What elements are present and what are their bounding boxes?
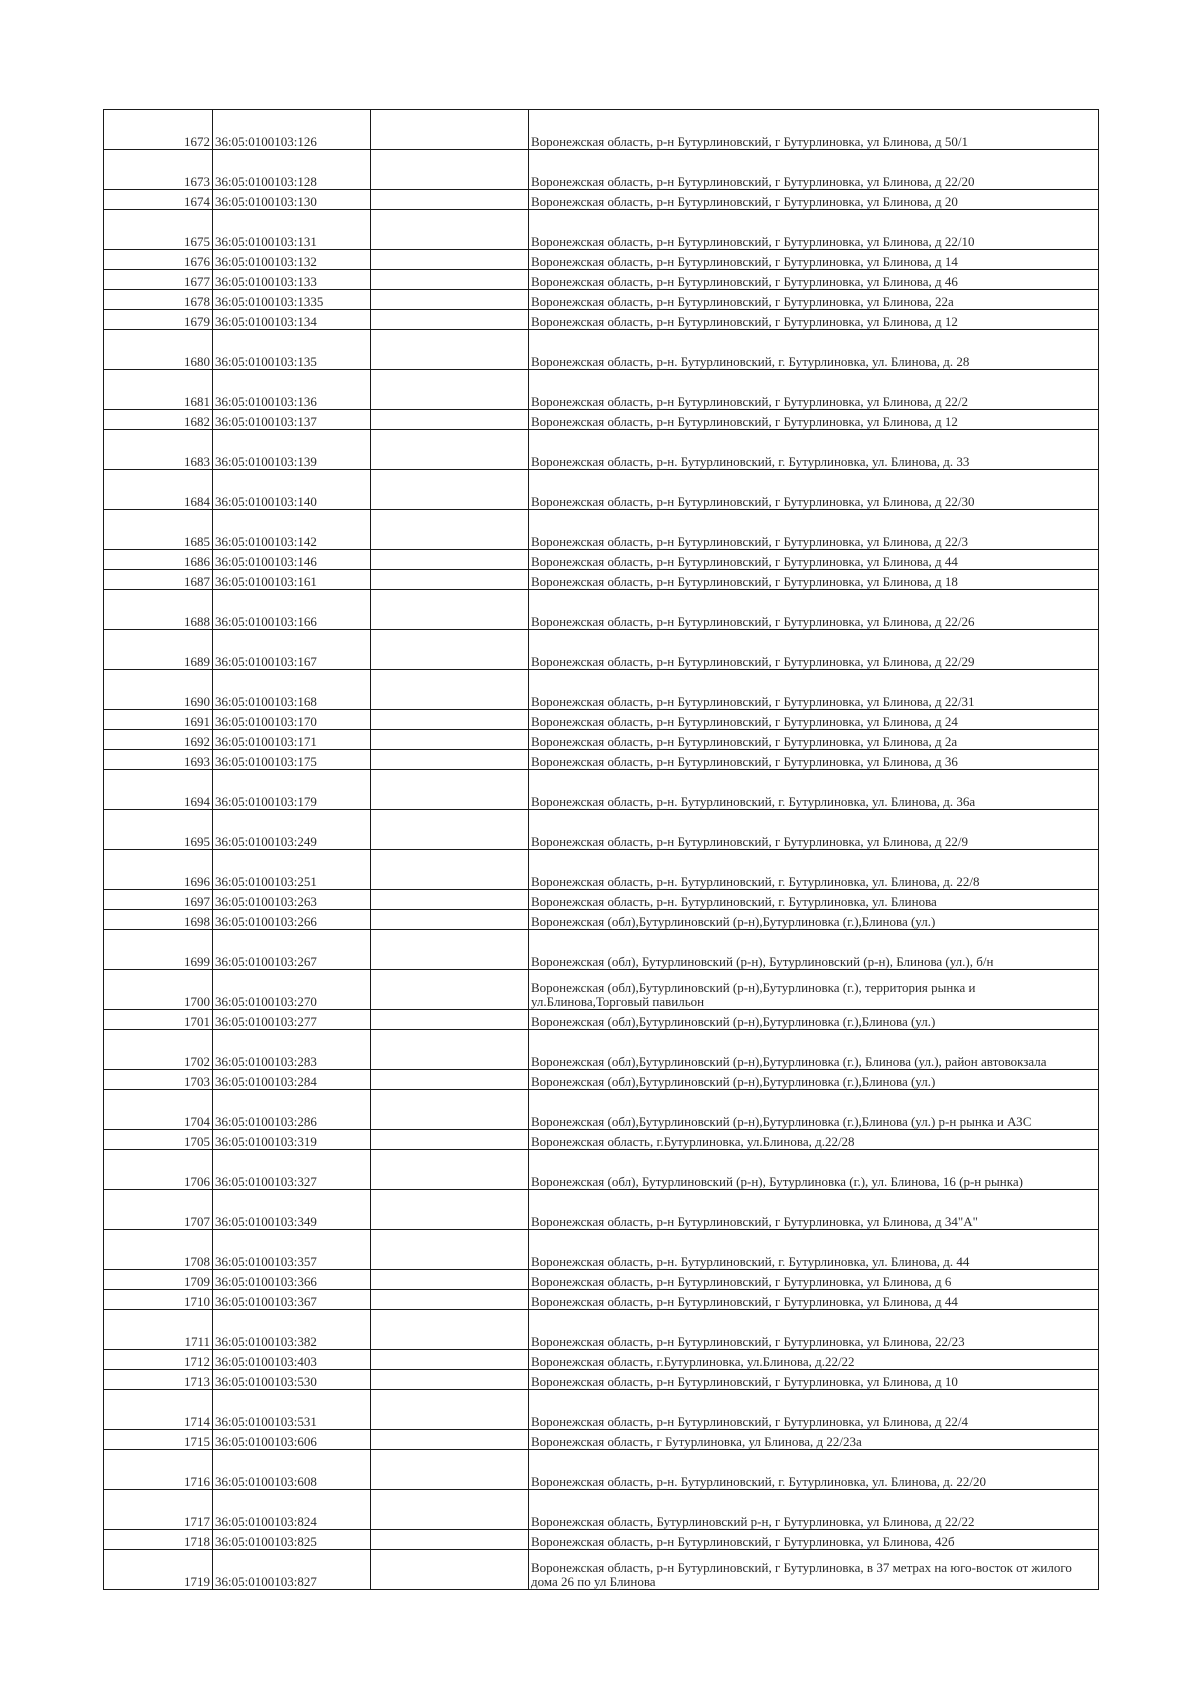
table-row: [104, 910, 1099, 930]
empty-cell: [371, 1150, 529, 1190]
address-cell: Воронежская область, р-н Бутурлиновский, г Бутурлиновка, ул Блинова, д 22/31: [529, 670, 1099, 710]
cadastral-number-cell: 36:05:0100103:175: [213, 750, 371, 770]
cadastral-number-cell: 36:05:0100103:142: [213, 510, 371, 550]
table-row: [104, 270, 1099, 290]
row-number-cell: 1693: [104, 750, 213, 770]
empty-cell: [371, 510, 529, 550]
empty-cell: [371, 370, 529, 410]
address-cell: Воронежская область, р-н. Бутурлиновский, г. Бутурлиновка, ул. Блинова, д. 44: [529, 1230, 1099, 1270]
row-number-cell: 1682: [104, 410, 213, 430]
table-row: [104, 410, 1099, 430]
row-number-cell: 1677: [104, 270, 213, 290]
address-cell: Воронежская область, р-н Бутурлиновский, г Бутурлиновка, ул Блинова, д 22/2: [529, 370, 1099, 410]
row-number-cell: 1676: [104, 250, 213, 270]
cadastral-number-cell: 36:05:0100103:134: [213, 310, 371, 330]
table-row: [104, 510, 1099, 550]
cadastral-number-cell: 36:05:0100103:137: [213, 410, 371, 430]
address-cell: Воронежская область, р-н. Бутурлиновский, г. Бутурлиновка, ул. Блинова: [529, 890, 1099, 910]
cadastral-number-cell: 36:05:0100103:824: [213, 1490, 371, 1530]
table-row: [104, 630, 1099, 670]
row-number-cell: 1675: [104, 210, 213, 250]
address-cell: Воронежская область, г.Бутурлиновка, ул.Блинова, д.22/22: [529, 1350, 1099, 1370]
row-number-cell: 1714: [104, 1390, 213, 1430]
table-row: [104, 1350, 1099, 1370]
empty-cell: [371, 410, 529, 430]
row-number-cell: 1673: [104, 150, 213, 190]
cadastral-number-cell: 36:05:0100103:367: [213, 1290, 371, 1310]
table-row: [104, 1290, 1099, 1310]
empty-cell: [371, 210, 529, 250]
table-row: [104, 590, 1099, 630]
row-number-cell: 1702: [104, 1030, 213, 1070]
table-row: [104, 1450, 1099, 1490]
cadastral-number-cell: 36:05:0100103:139: [213, 430, 371, 470]
empty-cell: [371, 1430, 529, 1450]
empty-cell: [371, 750, 529, 770]
cadastral-number-cell: 36:05:0100103:357: [213, 1230, 371, 1270]
row-number-cell: 1704: [104, 1090, 213, 1130]
cadastral-number-cell: 36:05:0100103:266: [213, 910, 371, 930]
row-number-cell: 1699: [104, 930, 213, 970]
table-row: [104, 190, 1099, 210]
cadastral-number-cell: 36:05:0100103:133: [213, 270, 371, 290]
empty-cell: [371, 310, 529, 330]
cadastral-number-cell: 36:05:0100103:531: [213, 1390, 371, 1430]
address-cell: Воронежская область, р-н Бутурлиновский, г Бутурлиновка, ул Блинова, д 50/1: [529, 110, 1099, 150]
table-row: [104, 470, 1099, 510]
cadastral-number-cell: 36:05:0100103:277: [213, 1010, 371, 1030]
address-cell: Воронежская область, р-н Бутурлиновский, г Бутурлиновка, ул Блинова, д 22/30: [529, 470, 1099, 510]
table-row: [104, 570, 1099, 590]
cadastral-number-cell: 36:05:0100103:128: [213, 150, 371, 190]
empty-cell: [371, 1070, 529, 1090]
cadastral-number-cell: 36:05:0100103:249: [213, 810, 371, 850]
cadastral-number-cell: 36:05:0100103:606: [213, 1430, 371, 1450]
empty-cell: [371, 850, 529, 890]
row-number-cell: 1718: [104, 1530, 213, 1550]
cadastral-number-cell: 36:05:0100103:366: [213, 1270, 371, 1290]
cadastral-number-cell: 36:05:0100103:135: [213, 330, 371, 370]
empty-cell: [371, 1190, 529, 1230]
table-row: [104, 750, 1099, 770]
cadastral-number-cell: 36:05:0100103:403: [213, 1350, 371, 1370]
table-row: [104, 970, 1099, 1010]
empty-cell: [371, 1450, 529, 1490]
empty-cell: [371, 1010, 529, 1030]
row-number-cell: 1690: [104, 670, 213, 710]
empty-cell: [371, 930, 529, 970]
address-cell: Воронежская область, р-н Бутурлиновский, г Бутурлиновка, ул Блинова, 22/23: [529, 1310, 1099, 1350]
address-cell: Воронежская область, р-н Бутурлиновский, г Бутурлиновка, ул Блинова, д 44: [529, 1290, 1099, 1310]
cadastral-number-cell: 36:05:0100103:130: [213, 190, 371, 210]
address-cell: Воронежская область, р-н Бутурлиновский, г Бутурлиновка, ул Блинова, 22а: [529, 290, 1099, 310]
empty-cell: [371, 1090, 529, 1130]
address-cell: Воронежская область, р-н Бутурлиновский, г Бутурлиновка, ул Блинова, д 22/4: [529, 1390, 1099, 1430]
table-row: [104, 1150, 1099, 1190]
cadastral-number-cell: 36:05:0100103:270: [213, 970, 371, 1010]
cadastral-number-cell: 36:05:0100103:827: [213, 1550, 371, 1590]
address-cell: Воронежская область, Бутурлиновский р-н, г Бутурлиновка, ул Блинова, д 22/22: [529, 1490, 1099, 1530]
cadastral-number-cell: 36:05:0100103:132: [213, 250, 371, 270]
table-row: [104, 1070, 1099, 1090]
address-cell: Воронежская область, р-н Бутурлиновский, г Бутурлиновка, ул Блинова, д 20: [529, 190, 1099, 210]
table-row: [104, 890, 1099, 910]
empty-cell: [371, 430, 529, 470]
cadastral-number-cell: 36:05:0100103:167: [213, 630, 371, 670]
address-cell: Воронежская (обл),Бутурлиновский (р-н),Бутурлиновка (г.),Блинова (ул.): [529, 1010, 1099, 1030]
empty-cell: [371, 810, 529, 850]
row-number-cell: 1687: [104, 570, 213, 590]
address-cell: Воронежская область, р-н Бутурлиновский, г Бутурлиновка, ул Блинова, д 10: [529, 1370, 1099, 1390]
empty-cell: [371, 550, 529, 570]
address-cell: Воронежская (обл), Бутурлиновский (р-н), Бутурлиновка (г.), ул. Блинова, 16 (р-н рынка): [529, 1150, 1099, 1190]
cadastral-number-cell: 36:05:0100103:136: [213, 370, 371, 410]
address-cell: Воронежская область, р-н Бутурлиновский, г Бутурлиновка, ул Блинова, д 22/10: [529, 210, 1099, 250]
address-cell: Воронежская область, р-н. Бутурлиновский, г. Бутурлиновка, ул. Блинова, д. 33: [529, 430, 1099, 470]
empty-cell: [371, 1030, 529, 1070]
row-number-cell: 1674: [104, 190, 213, 210]
row-number-cell: 1709: [104, 1270, 213, 1290]
empty-cell: [371, 1270, 529, 1290]
row-number-cell: 1715: [104, 1430, 213, 1450]
address-cell: Воронежская (обл),Бутурлиновский (р-н),Бутурлиновка (г.), Блинова (ул.), район автовокзала: [529, 1030, 1099, 1070]
address-cell: Воронежская область, р-н Бутурлиновский, г Бутурлиновка, ул Блинова, д 22/26: [529, 590, 1099, 630]
cadastral-number-cell: 36:05:0100103:286: [213, 1090, 371, 1130]
empty-cell: [371, 1310, 529, 1350]
empty-cell: [371, 1230, 529, 1270]
table-row: [104, 730, 1099, 750]
empty-cell: [371, 1370, 529, 1390]
address-cell: Воронежская область, р-н Бутурлиновский, г Бутурлиновка, ул Блинова, д 12: [529, 310, 1099, 330]
row-number-cell: 1686: [104, 550, 213, 570]
row-number-cell: 1684: [104, 470, 213, 510]
table-row: [104, 850, 1099, 890]
row-number-cell: 1672: [104, 110, 213, 150]
empty-cell: [371, 1550, 529, 1590]
address-cell: Воронежская (обл),Бутурлиновский (р-н),Бутурлиновка (г.), территория рынка и ул.Блинова,Торговый павильон: [529, 970, 1099, 1010]
empty-cell: [371, 710, 529, 730]
cadastral-number-cell: 36:05:0100103:284: [213, 1070, 371, 1090]
cadastral-number-cell: 36:05:0100103:251: [213, 850, 371, 890]
cadastral-table: [103, 109, 1099, 1590]
empty-cell: [371, 1390, 529, 1430]
row-number-cell: 1691: [104, 710, 213, 730]
address-cell: Воронежская область, р-н Бутурлиновский, г Бутурлиновка, ул Блинова, д 36: [529, 750, 1099, 770]
cadastral-number-cell: 36:05:0100103:319: [213, 1130, 371, 1150]
cadastral-number-cell: 36:05:0100103:131: [213, 210, 371, 250]
cadastral-number-cell: 36:05:0100103:140: [213, 470, 371, 510]
table-row: [104, 710, 1099, 730]
cadastral-number-cell: 36:05:0100103:267: [213, 930, 371, 970]
empty-cell: [371, 250, 529, 270]
cadastral-number-cell: 36:05:0100103:263: [213, 890, 371, 910]
table-row: [104, 770, 1099, 810]
address-cell: Воронежская область, р-н Бутурлиновский, г Бутурлиновка, ул Блинова, д 46: [529, 270, 1099, 290]
address-cell: Воронежская (обл),Бутурлиновский (р-н),Бутурлиновка (г.),Блинова (ул.): [529, 910, 1099, 930]
address-cell: Воронежская область, р-н Бутурлиновский, г Бутурлиновка, ул Блинова, д 22/9: [529, 810, 1099, 850]
table-row: [104, 670, 1099, 710]
cadastral-number-cell: 36:05:0100103:146: [213, 550, 371, 570]
address-cell: Воронежская область, р-н. Бутурлиновский, г. Бутурлиновка, ул. Блинова, д. 28: [529, 330, 1099, 370]
row-number-cell: 1688: [104, 590, 213, 630]
row-number-cell: 1719: [104, 1550, 213, 1590]
empty-cell: [371, 570, 529, 590]
table-row: [104, 810, 1099, 850]
row-number-cell: 1681: [104, 370, 213, 410]
empty-cell: [371, 770, 529, 810]
empty-cell: [371, 270, 529, 290]
address-cell: Воронежская область, р-н. Бутурлиновский, г. Бутурлиновка, ул. Блинова, д. 36а: [529, 770, 1099, 810]
row-number-cell: 1716: [104, 1450, 213, 1490]
empty-cell: [371, 150, 529, 190]
row-number-cell: 1706: [104, 1150, 213, 1190]
cadastral-number-cell: 36:05:0100103:170: [213, 710, 371, 730]
cadastral-number-cell: 36:05:0100103:126: [213, 110, 371, 150]
address-cell: Воронежская область, р-н Бутурлиновский, г Бутурлиновка, ул Блинова, д 22/29: [529, 630, 1099, 670]
table-row: [104, 1490, 1099, 1530]
table-row: [104, 250, 1099, 270]
row-number-cell: 1717: [104, 1490, 213, 1530]
row-number-cell: 1697: [104, 890, 213, 910]
row-number-cell: 1683: [104, 430, 213, 470]
cadastral-number-cell: 36:05:0100103:327: [213, 1150, 371, 1190]
address-cell: Воронежская (обл),Бутурлиновский (р-н),Бутурлиновка (г.),Блинова (ул.) р-н рынка и АЗС: [529, 1090, 1099, 1130]
address-cell: Воронежская область, р-н Бутурлиновский, г Бутурлиновка, ул Блинова, д 6: [529, 1270, 1099, 1290]
address-cell: Воронежская область, р-н Бутурлиновский, г Бутурлиновка, ул Блинова, д 44: [529, 550, 1099, 570]
address-cell: Воронежская область, р-н Бутурлиновский, г Бутурлиновка, ул Блинова, д 14: [529, 250, 1099, 270]
address-cell: Воронежская область, р-н Бутурлиновский, г Бутурлиновка, ул Блинова, д 34"А": [529, 1190, 1099, 1230]
empty-cell: [371, 910, 529, 930]
table-row: [104, 370, 1099, 410]
table-row: [104, 330, 1099, 370]
address-cell: Воронежская (обл),Бутурлиновский (р-н),Бутурлиновка (г.),Блинова (ул.): [529, 1070, 1099, 1090]
cadastral-number-cell: 36:05:0100103:166: [213, 590, 371, 630]
row-number-cell: 1679: [104, 310, 213, 330]
address-cell: Воронежская область, г.Бутурлиновка, ул.Блинова, д.22/28: [529, 1130, 1099, 1150]
row-number-cell: 1692: [104, 730, 213, 750]
empty-cell: [371, 290, 529, 310]
table-row: [104, 1270, 1099, 1290]
row-number-cell: 1700: [104, 970, 213, 1010]
address-cell: Воронежская область, р-н Бутурлиновский, г Бутурлиновка, ул Блинова, д 2а: [529, 730, 1099, 750]
cadastral-number-cell: 36:05:0100103:382: [213, 1310, 371, 1350]
row-number-cell: 1694: [104, 770, 213, 810]
table-row: [104, 1130, 1099, 1150]
cadastral-number-cell: 36:05:0100103:608: [213, 1450, 371, 1490]
empty-cell: [371, 1530, 529, 1550]
table-row: [104, 290, 1099, 310]
row-number-cell: 1703: [104, 1070, 213, 1090]
address-cell: Воронежская область, р-н Бутурлиновский, г Бутурлиновка, ул Блинова, д 18: [529, 570, 1099, 590]
empty-cell: [371, 630, 529, 670]
row-number-cell: 1708: [104, 1230, 213, 1270]
table-row: [104, 550, 1099, 570]
cadastral-number-cell: 36:05:0100103:825: [213, 1530, 371, 1550]
row-number-cell: 1685: [104, 510, 213, 550]
table-row: [104, 1010, 1099, 1030]
table-row: [104, 1090, 1099, 1130]
cadastral-number-cell: 36:05:0100103:530: [213, 1370, 371, 1390]
empty-cell: [371, 110, 529, 150]
cadastral-number-cell: 36:05:0100103:171: [213, 730, 371, 750]
empty-cell: [371, 590, 529, 630]
empty-cell: [371, 190, 529, 210]
address-cell: Воронежская область, р-н. Бутурлиновский, г. Бутурлиновка, ул. Блинова, д. 22/20: [529, 1450, 1099, 1490]
table-row: [104, 1430, 1099, 1450]
row-number-cell: 1698: [104, 910, 213, 930]
cadastral-number-cell: 36:05:0100103:179: [213, 770, 371, 810]
table-row: [104, 1310, 1099, 1350]
row-number-cell: 1680: [104, 330, 213, 370]
table-row: [104, 930, 1099, 970]
table-row: [104, 1190, 1099, 1230]
cadastral-number-cell: 36:05:0100103:161: [213, 570, 371, 590]
row-number-cell: 1678: [104, 290, 213, 310]
table-row: [104, 430, 1099, 470]
table-row: [104, 150, 1099, 190]
cadastral-number-cell: 36:05:0100103:168: [213, 670, 371, 710]
table-row: [104, 310, 1099, 330]
address-cell: Воронежская область, г Бутурлиновка, ул Блинова, д 22/23а: [529, 1430, 1099, 1450]
address-cell: Воронежская (обл), Бутурлиновский (р-н), Бутурлиновский (р-н), Блинова (ул.), б/н: [529, 930, 1099, 970]
empty-cell: [371, 470, 529, 510]
cadastral-number-cell: 36:05:0100103:283: [213, 1030, 371, 1070]
row-number-cell: 1696: [104, 850, 213, 890]
empty-cell: [371, 670, 529, 710]
empty-cell: [371, 730, 529, 750]
empty-cell: [371, 330, 529, 370]
row-number-cell: 1701: [104, 1010, 213, 1030]
address-cell: Воронежская область, р-н. Бутурлиновский, г. Бутурлиновка, ул. Блинова, д. 22/8: [529, 850, 1099, 890]
table-row: [104, 1370, 1099, 1390]
row-number-cell: 1711: [104, 1310, 213, 1350]
empty-cell: [371, 1490, 529, 1530]
row-number-cell: 1710: [104, 1290, 213, 1310]
address-cell: Воронежская область, р-н Бутурлиновский, г Бутурлиновка, ул Блинова, д 22/3: [529, 510, 1099, 550]
empty-cell: [371, 890, 529, 910]
empty-cell: [371, 1350, 529, 1370]
table-row: [104, 1030, 1099, 1070]
address-cell: Воронежская область, р-н Бутурлиновский, г Бутурлиновка, ул Блинова, 42б: [529, 1530, 1099, 1550]
row-number-cell: 1713: [104, 1370, 213, 1390]
address-cell: Воронежская область, р-н Бутурлиновский, г Бутурлиновка, в 37 метрах на юго-восток от жилого дома 26 по ул Блинова: [529, 1550, 1099, 1590]
empty-cell: [371, 1290, 529, 1310]
row-number-cell: 1705: [104, 1130, 213, 1150]
table-row: [104, 110, 1099, 150]
row-number-cell: 1695: [104, 810, 213, 850]
empty-cell: [371, 970, 529, 1010]
address-cell: Воронежская область, р-н Бутурлиновский, г Бутурлиновка, ул Блинова, д 12: [529, 410, 1099, 430]
table-body: [104, 110, 1099, 1590]
empty-cell: [371, 1130, 529, 1150]
row-number-cell: 1689: [104, 630, 213, 670]
cadastral-number-cell: 36:05:0100103:1335: [213, 290, 371, 310]
cadastral-number-cell: 36:05:0100103:349: [213, 1190, 371, 1230]
table-row: [104, 210, 1099, 250]
table-row: [104, 1530, 1099, 1550]
row-number-cell: 1712: [104, 1350, 213, 1370]
table-row: [104, 1230, 1099, 1270]
address-cell: Воронежская область, р-н Бутурлиновский, г Бутурлиновка, ул Блинова, д 22/20: [529, 150, 1099, 190]
table-row: [104, 1390, 1099, 1430]
row-number-cell: 1707: [104, 1190, 213, 1230]
table-row: [104, 1550, 1099, 1590]
address-cell: Воронежская область, р-н Бутурлиновский, г Бутурлиновка, ул Блинова, д 24: [529, 710, 1099, 730]
